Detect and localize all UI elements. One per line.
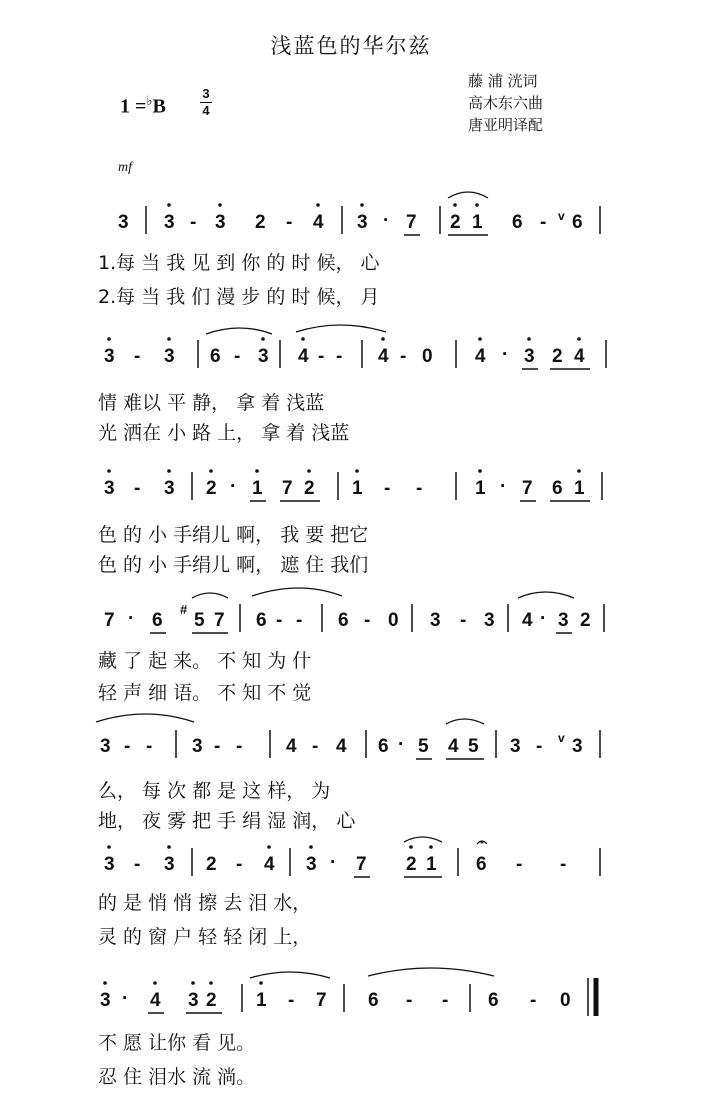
- svg-text:-: -: [236, 736, 243, 757]
- svg-text:2: 2: [450, 212, 461, 233]
- svg-text:3: 3: [100, 990, 111, 1011]
- svg-text:7: 7: [522, 478, 533, 499]
- svg-text:6: 6: [488, 990, 499, 1011]
- svg-text:1: 1: [252, 478, 263, 499]
- verse-1-lyric: 1.每 当 我 见 到 你 的 时 候， 心: [98, 252, 380, 274]
- score-system-1: [0, 190, 702, 340]
- svg-text:-: -: [540, 212, 547, 233]
- svg-text:2: 2: [552, 346, 563, 367]
- svg-text:4: 4: [448, 736, 459, 757]
- score-system-7: [0, 966, 702, 1116]
- svg-text:-: -: [312, 736, 319, 757]
- svg-text:4: 4: [313, 212, 324, 233]
- svg-text:-: -: [234, 346, 241, 367]
- svg-text:0: 0: [422, 346, 433, 367]
- svg-text:-: -: [406, 990, 413, 1011]
- svg-text:6: 6: [552, 478, 563, 499]
- svg-text:-: -: [560, 854, 567, 875]
- verse-2-lyric: 光 洒在 小 路 上， 拿 着 浅蓝: [98, 422, 350, 444]
- svg-text:2: 2: [255, 212, 266, 233]
- svg-text:·: ·: [128, 608, 135, 629]
- notation-line: [0, 322, 702, 382]
- dynamic-marking: mf: [118, 160, 132, 175]
- svg-text:·: ·: [383, 210, 390, 231]
- svg-text:3: 3: [192, 736, 203, 757]
- verse-2-lyric: 色 的 小 手绢儿 啊， 遮 住 我们: [98, 554, 369, 576]
- svg-text:3: 3: [104, 854, 115, 875]
- svg-text:-: -: [460, 610, 467, 631]
- svg-text:3: 3: [430, 610, 441, 631]
- svg-text:5: 5: [418, 736, 429, 757]
- svg-text:7: 7: [406, 212, 417, 233]
- svg-text:5: 5: [468, 736, 479, 757]
- time-bottom: 4: [202, 103, 210, 118]
- svg-text:·: ·: [398, 734, 405, 755]
- credits: [468, 70, 543, 136]
- verse-1-lyric: 情 难以 平 静， 拿 着 浅蓝: [98, 392, 325, 414]
- svg-text:3: 3: [164, 478, 175, 499]
- svg-text:1: 1: [352, 478, 363, 499]
- svg-text:-: -: [134, 854, 141, 875]
- svg-text:v: v: [558, 209, 565, 223]
- svg-text:-: -: [134, 478, 141, 499]
- svg-text:1: 1: [426, 854, 437, 875]
- svg-text:7: 7: [356, 854, 367, 875]
- svg-text:6: 6: [210, 346, 221, 367]
- svg-text:4: 4: [298, 346, 309, 367]
- svg-text:4: 4: [264, 854, 275, 875]
- svg-text:3: 3: [164, 212, 175, 233]
- svg-text:0: 0: [388, 610, 399, 631]
- svg-text:3: 3: [510, 736, 521, 757]
- svg-text:3: 3: [572, 736, 583, 757]
- svg-text:-: -: [536, 736, 543, 757]
- song-title: 浅蓝色的华尔兹: [270, 34, 432, 58]
- svg-text:-: -: [286, 212, 293, 233]
- verse-2-lyric: 忍 住 泪水 流 淌。: [98, 1066, 256, 1088]
- svg-text:7: 7: [316, 990, 327, 1011]
- notation-line: [0, 830, 702, 890]
- svg-text:4: 4: [475, 346, 486, 367]
- svg-text:-: -: [400, 346, 407, 367]
- svg-text:-: -: [236, 854, 243, 875]
- svg-text:-: -: [134, 346, 141, 367]
- flat-sign: ♭: [146, 93, 153, 108]
- svg-text:6: 6: [152, 610, 163, 631]
- verse-1-lyric: 色 的 小 手绢儿 啊， 我 要 把它: [98, 524, 369, 546]
- verse-1-lyric: 不 愿 让你 看 见。: [98, 1032, 256, 1054]
- notation-line: [0, 712, 702, 772]
- lyricist-credit: 藤 浦 洸词: [468, 72, 538, 90]
- svg-text:0: 0: [560, 990, 571, 1011]
- svg-text:2: 2: [206, 990, 217, 1011]
- svg-text:1: 1: [475, 478, 486, 499]
- svg-text:3: 3: [104, 346, 115, 367]
- svg-text:2: 2: [304, 478, 315, 499]
- svg-text:2: 2: [580, 610, 591, 631]
- svg-text:2: 2: [206, 478, 217, 499]
- key-tonic: 1 =: [120, 95, 147, 118]
- svg-text:-: -: [276, 610, 283, 631]
- svg-text:-: -: [336, 346, 343, 367]
- svg-text:6: 6: [256, 610, 267, 631]
- svg-text:2: 2: [406, 854, 417, 875]
- svg-text:-: -: [516, 854, 523, 875]
- svg-text:-: -: [384, 478, 391, 499]
- verse-1-lyric: 么， 每 次 都 是 这 样， 为: [98, 780, 331, 802]
- svg-text:-: -: [364, 610, 371, 631]
- svg-text:3: 3: [118, 212, 129, 233]
- svg-text:3: 3: [215, 212, 226, 233]
- svg-text:3: 3: [306, 854, 317, 875]
- svg-text:-: -: [146, 736, 153, 757]
- svg-text:·: ·: [500, 476, 507, 497]
- score-system-6: [0, 830, 702, 980]
- key-note: B: [152, 95, 166, 118]
- notation-line: [0, 966, 702, 1026]
- time-top: 3: [202, 86, 210, 101]
- svg-text:4: 4: [336, 736, 347, 757]
- svg-text:·: ·: [122, 988, 129, 1009]
- svg-text:-: -: [190, 212, 197, 233]
- verse-2-lyric: 灵 的 窗 户 轻 轻 闭 上，: [98, 926, 312, 948]
- svg-text:-: -: [318, 346, 325, 367]
- svg-text:3: 3: [357, 212, 368, 233]
- svg-text:7: 7: [282, 478, 293, 499]
- verse-2-lyric: 轻 声 细 语。 不 知 不 觉: [98, 682, 312, 704]
- translator-credit: 唐亚明译配: [468, 116, 544, 134]
- score-system-2: [0, 322, 702, 472]
- svg-text:4: 4: [574, 346, 585, 367]
- svg-text:-: -: [442, 990, 449, 1011]
- key-signature: [120, 93, 166, 119]
- svg-text:6: 6: [368, 990, 379, 1011]
- svg-text:·: ·: [330, 852, 337, 873]
- svg-text:·: ·: [502, 344, 509, 365]
- time-signature: [200, 86, 212, 119]
- svg-text:6: 6: [378, 736, 389, 757]
- svg-text:3: 3: [164, 854, 175, 875]
- svg-text:1: 1: [574, 478, 585, 499]
- svg-text:7: 7: [104, 610, 115, 631]
- notation-line: [0, 454, 702, 514]
- svg-text:5: 5: [194, 610, 205, 631]
- svg-text:1: 1: [256, 990, 267, 1011]
- svg-text:-: -: [416, 478, 423, 499]
- composer-credit: 高木东六曲: [468, 94, 544, 112]
- svg-text:4: 4: [286, 736, 297, 757]
- svg-text:-: -: [296, 610, 303, 631]
- svg-text:-: -: [530, 990, 537, 1011]
- svg-text:2: 2: [206, 854, 217, 875]
- svg-text:3: 3: [164, 346, 175, 367]
- svg-text:#: #: [180, 602, 188, 617]
- verse-2-lyric: 地， 夜 雾 把 手 绢 湿 润， 心: [98, 810, 356, 832]
- svg-text:3: 3: [484, 610, 495, 631]
- svg-text:6: 6: [338, 610, 349, 631]
- notation-line: [0, 190, 702, 250]
- verse-1-lyric: 藏 了 起 来。 不 知 为 什: [98, 650, 312, 672]
- svg-text:3: 3: [104, 478, 115, 499]
- svg-text:3: 3: [558, 610, 569, 631]
- svg-text:·: ·: [230, 476, 237, 497]
- svg-text:6: 6: [572, 212, 583, 233]
- svg-text:-: -: [288, 990, 295, 1011]
- svg-text:-: -: [214, 736, 221, 757]
- svg-text:1: 1: [472, 212, 483, 233]
- svg-text:4: 4: [378, 346, 389, 367]
- verse-1-lyric: 的 是 悄 悄 擦 去 泪 水，: [98, 892, 312, 914]
- svg-text:3: 3: [524, 346, 535, 367]
- notation-line: [0, 586, 702, 646]
- svg-text:6: 6: [476, 854, 487, 875]
- svg-text:6: 6: [512, 212, 523, 233]
- score-system-3: [0, 454, 702, 604]
- verse-2-lyric: 2.每 当 我 们 漫 步 的 时 候， 月: [98, 286, 380, 308]
- svg-text:3: 3: [188, 990, 199, 1011]
- svg-text:3: 3: [258, 346, 269, 367]
- svg-text:4: 4: [150, 990, 161, 1011]
- svg-text:·: ·: [540, 608, 547, 629]
- svg-text:3: 3: [100, 736, 111, 757]
- svg-text:v: v: [558, 731, 565, 745]
- svg-text:7: 7: [214, 610, 225, 631]
- svg-text:-: -: [124, 736, 131, 757]
- svg-text:4: 4: [522, 610, 533, 631]
